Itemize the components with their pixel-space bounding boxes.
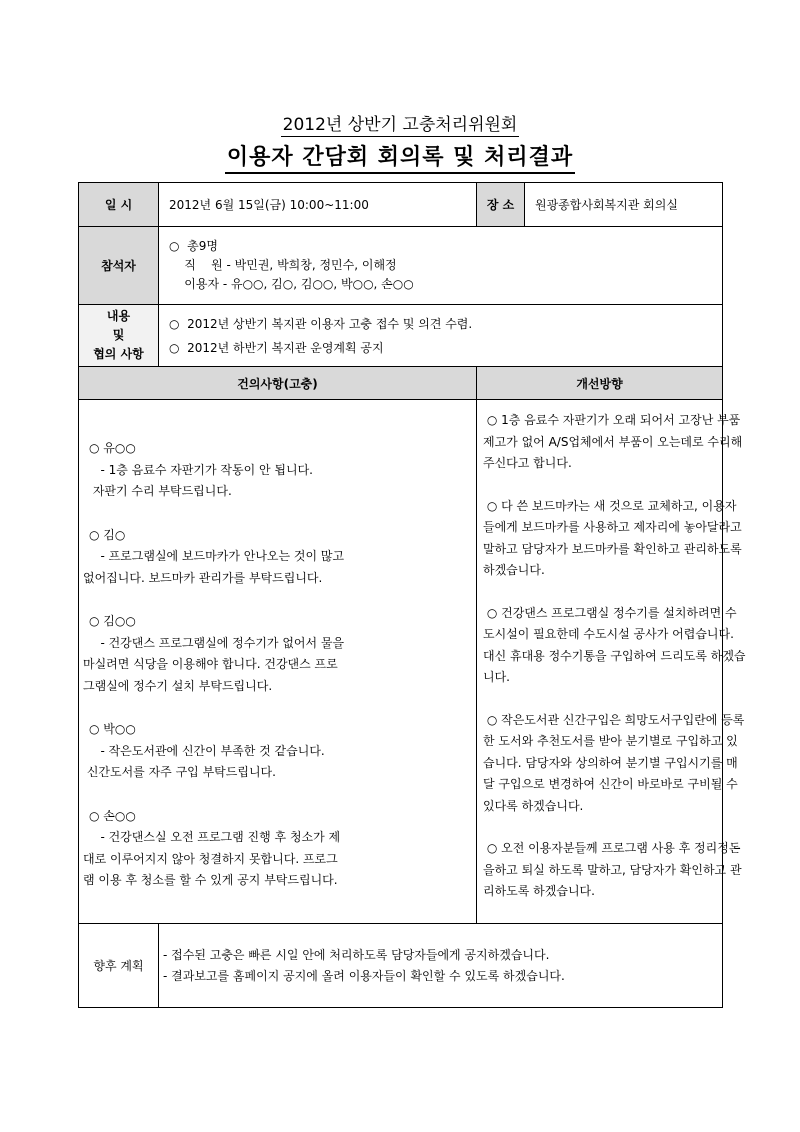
response-item: [483, 710, 745, 818]
content-row: [79, 305, 723, 367]
issue-line: 마실려면 식당을 이용해야 합니다. 건강댄스 프로: [83, 657, 338, 671]
response-line: 대신 휴대용 정수기통을 구입하여 드리도록 하겠습: [483, 648, 746, 663]
issue-item: [83, 611, 472, 697]
responses-header: 개선방향: [477, 367, 723, 400]
response-line: 니다.: [483, 670, 510, 684]
attendees-value: [159, 227, 723, 305]
response-line: 습니다. 담당자와 상의하여 분기별 구입시기를 매: [483, 755, 738, 770]
place-value: 원광종합사회복지관 회의실: [525, 183, 723, 227]
response-item: [483, 410, 743, 475]
response-line: ○ 오전 이용자분들께 프로그램 사용 후 정리정돈: [483, 841, 741, 855]
content-value: [159, 305, 723, 367]
response-line: 하겠습니다.: [483, 563, 545, 577]
issue-name: ○ 박○○: [89, 722, 136, 736]
response-line: 주신다고 합니다.: [483, 456, 572, 470]
response-line: 달 구입으로 변경하여 신간이 바로바로 구비될 수: [483, 777, 738, 791]
response-line: 을하고 퇴실 하도록 말하고, 담당자가 확인하고 관: [483, 862, 742, 877]
response-item: [483, 603, 746, 689]
response-line: ○ 1층 음료수 자판기가 오래 되어서 고장난 부품: [483, 413, 741, 427]
issue-line: 그램실에 정수기 설치 부탁드립니다.: [83, 678, 273, 693]
attendees-line: 이용자 - 유○○, 김○, 김○○, 박○○, 손○○: [169, 277, 414, 291]
content-line: ○ 2012년 상반기 복지관 이용자 고충 접수 및 의견 수렴.: [169, 316, 473, 331]
issue-item: [83, 719, 472, 784]
issue-line: 신간도서를 자주 구입 부탁드립니다.: [83, 765, 276, 779]
attendees-line: 직 원 - 박민권, 박희창, 정민수, 이해정: [169, 258, 397, 272]
issues-responses-row: [79, 400, 723, 924]
issue-item: [83, 806, 472, 892]
minutes-table: [78, 182, 746, 1008]
issue-name: ○ 김○○: [89, 614, 136, 628]
plans-row: [79, 924, 723, 1008]
issue-line: 램 이용 후 청소를 할 수 있게 공지 부탁드립니다.: [83, 873, 338, 887]
response-item: [483, 496, 742, 582]
datetime-value: 2012년 6월 15일(금) 10:00~11:00: [159, 183, 477, 227]
response-line: 리하도록 하겠습니다.: [483, 884, 595, 898]
issue-name: ○ 손○○: [89, 808, 136, 823]
attendees-row: [79, 227, 723, 305]
place-label: 장 소: [477, 183, 525, 227]
plans-label: 향후 계획: [79, 924, 159, 1008]
issue-item: [83, 438, 472, 503]
issues-cell: [79, 400, 477, 924]
issue-line: 대로 이루어지지 않아 청결하지 못합니다. 프로그: [83, 851, 338, 866]
document-title-line2: 이용자 간담회 회의록 및 처리결과: [0, 140, 800, 171]
response-line: 도시설이 필요한데 수도시설 공사가 어렵습니다.: [483, 627, 734, 641]
response-line: 있다록 하겠습니다.: [483, 798, 584, 813]
response-line: ○ 다 쓴 보드마카는 새 것으로 교체하고, 이용자: [483, 498, 737, 513]
issue-line: - 프로그램실에 보드마카가 안나오는 것이 많고: [89, 549, 345, 563]
issue-item: [83, 525, 472, 590]
issue-line: 없어집니다. 보드마카 관리가를 부탁드립니다.: [83, 570, 323, 585]
issues-header: 건의사항(고충): [79, 367, 477, 400]
plans-line: - 접수된 고충은 빠른 시일 안에 처리하도록 담당자들에게 공지하겠습니다.: [163, 947, 550, 962]
response-line: 한 도서와 추천도서를 받아 분기별로 구입하고 있: [483, 734, 738, 748]
response-line: ○ 건강댄스 프로그램실 정수기를 설치하려면 수: [483, 605, 737, 620]
issue-line: - 작은도서관에 신간이 부족한 것 같습니다.: [89, 743, 325, 758]
issue-name: ○ 김○: [89, 527, 126, 542]
response-line: ○ 작은도서관 신간구입은 희망도서구입란에 등록: [483, 712, 745, 727]
plans-line: - 결과보고를 홈페이지 공지에 올려 이용자들이 확인할 수 있도록 하겠습니다.: [163, 968, 565, 983]
content-line: ○ 2012년 하반기 복지관 운영계획 공지: [169, 340, 384, 355]
issue-line: - 1층 음료수 자판기가 작동이 안 됩니다.: [89, 462, 313, 477]
response-item: [483, 838, 742, 903]
response-line: 제고가 없어 A/S업체에서 부품이 오는데로 수리해: [483, 434, 743, 449]
datetime-row: [79, 183, 723, 227]
response-line: 말하고 담당자가 보드마카를 확인하고 관리하도록: [483, 541, 742, 556]
issue-line: 자판기 수리 부탁드립니다.: [89, 484, 232, 498]
issue-name: ○ 유○○: [89, 441, 136, 455]
datetime-label: 일 시: [79, 183, 159, 227]
column-header-row: [79, 367, 723, 400]
attendees-label: 참석자: [79, 227, 159, 305]
document-title-line1: 2012년 상반기 고충처리위원회: [282, 115, 518, 135]
issue-line: - 건강댄스 프로그램실에 정수기가 없어서 물을: [89, 635, 345, 650]
content-label: 내용 및 협의 사항: [79, 305, 159, 367]
response-line: 들에게 보드마카를 사용하고 제자리에 놓아달라고: [483, 520, 742, 534]
issue-line: - 건강댄스실 오전 프로그램 진행 후 청소가 제: [89, 830, 341, 844]
plans-value: [159, 924, 723, 1008]
attendees-line: ○ 총9명: [169, 239, 218, 253]
responses-cell: [477, 400, 746, 924]
